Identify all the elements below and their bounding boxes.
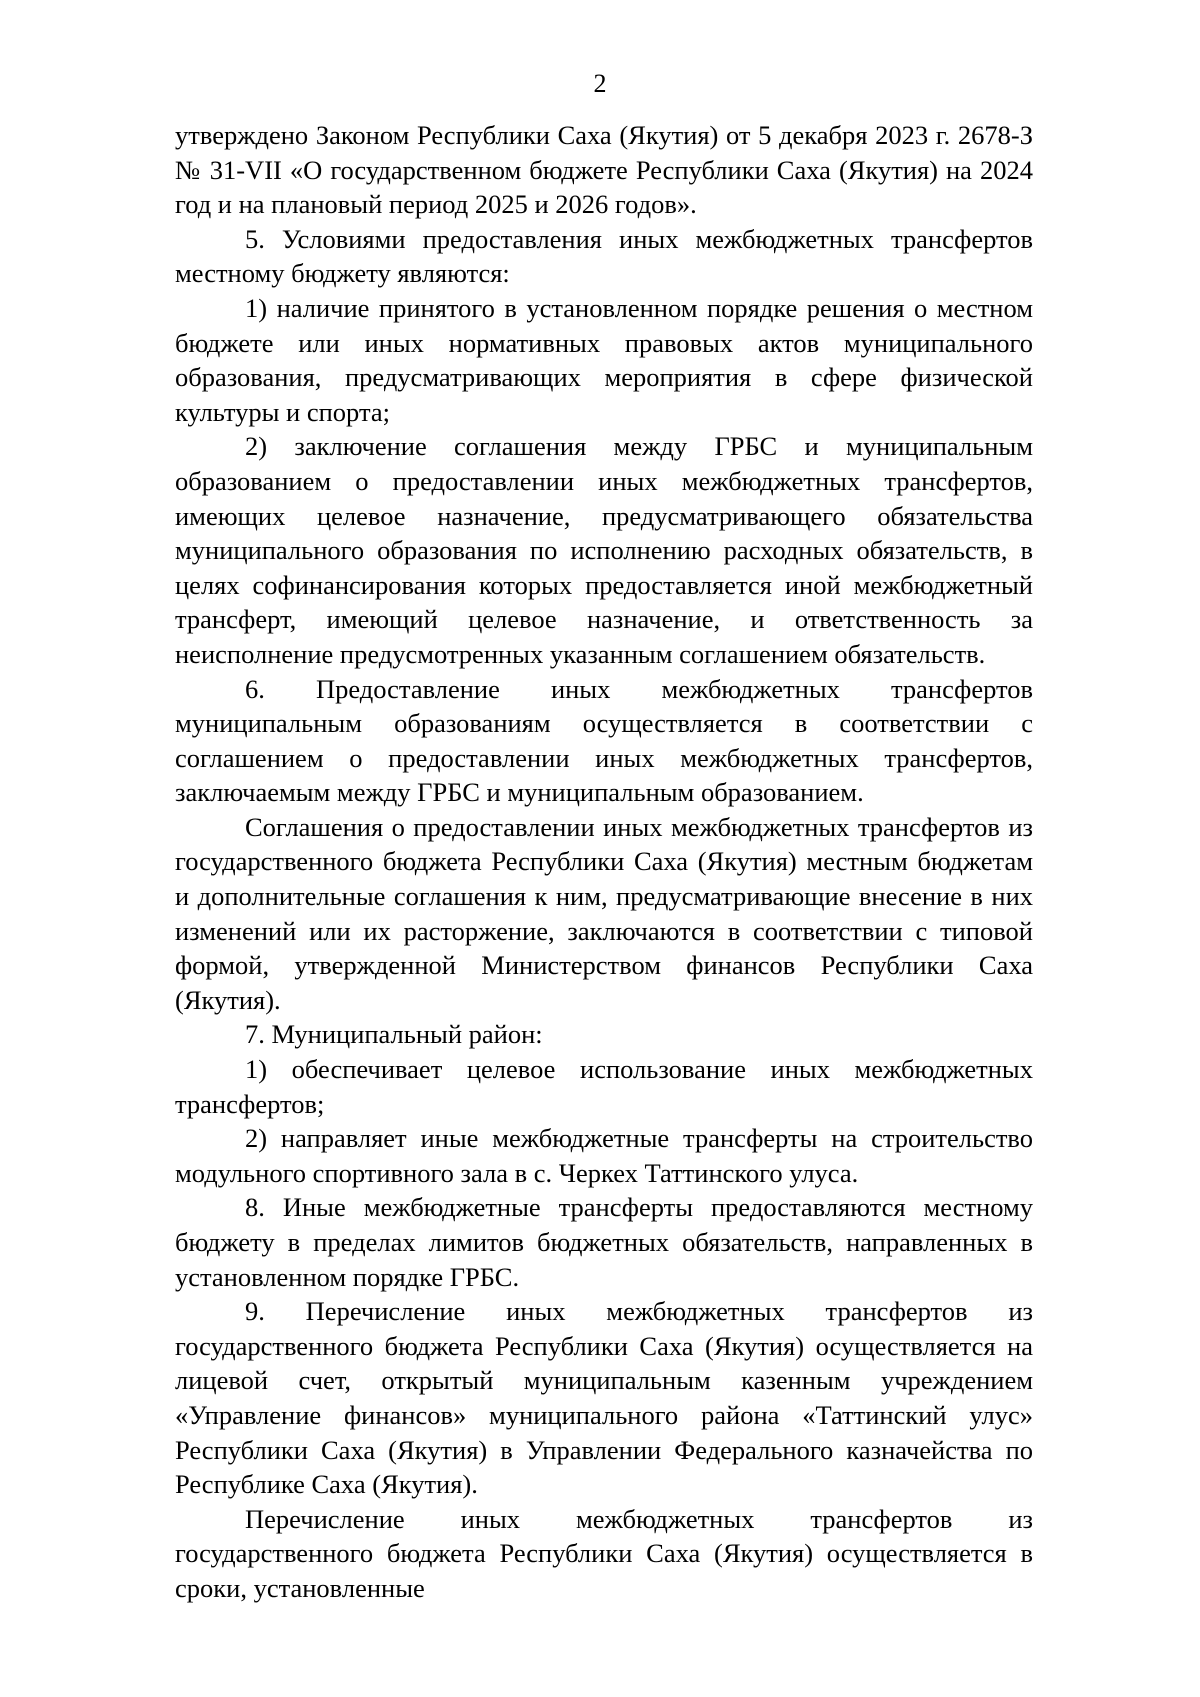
paragraph-item-5-2: 2) заключение соглашения между ГРБС и муниципальным образованием о предоставлении иных межбюджетных трансфертов, имеющих целевое назначение, предусматривающего обязательства муниципального образования по исполнению расходных обязательств, в целях софинансирования которых предоставляется иной межбюджетный трансферт, имеющий целевое назначение, и ответственность за неисполнение предусмотренных указанным соглашением обязательств.: [175, 431, 1033, 669]
paragraph-item-9-transfer: Перечисление иных межбюджетных трансфертов из государственного бюджета Республики Саха (Якутия) осуществляется в сроки, установленные: [175, 1503, 1033, 1603]
paragraph-item-7-2: 2) направляет иные межбюджетные трансферты на строительство модульного спортивного зала в с. Черкех Таттинского улуса.: [175, 1123, 1033, 1188]
paragraph-item-7-1: 1) обеспечивает целевое использование иных межбюджетных трансфертов;: [175, 1054, 1033, 1119]
paragraph-item-5-1: 1) наличие принятого в установленном порядке решения о местном бюджете или иных нормативных правовых актов муниципального образования, предусматривающих мероприятия в сфере физической культуры и спорта;: [175, 292, 1033, 427]
paragraph-item-6: 6. Предоставление иных межбюджетных трансфертов муниципальным образованиям осуществляется в соответствии с соглашением о предоставлении иных межбюджетных трансфертов, заключаемым между ГРБС и муниципальным образованием.: [175, 673, 1033, 808]
paragraph-item-9: 9. Перечисление иных межбюджетных трансфертов из государственного бюджета Республики Саха (Якутия) осуществляется на лицевой счет, открытый муниципальным казенным учреждением «Управление финансов» муниципального района «Таттинский улус» Республики Саха (Якутия) в Управлении Федерального казначейства по Республике Саха (Якутия).: [175, 1296, 1033, 1500]
paragraph-continuation: утверждено Законом Республики Саха (Якутия) от 5 декабря 2023 г. 2678-З № 31-VII «О государственном бюджете Республики Саха (Якутия) на 2024 год и на плановый период 2025 и 2026 годов».: [175, 120, 1033, 220]
page-number: 2: [593, 69, 607, 98]
paragraph-item-7: 7. Муниципальный район:: [245, 1019, 543, 1050]
document-body: [175, 118, 1033, 1606]
paragraph-item-8: 8. Иные межбюджетные трансферты предоставляются местному бюджету в пределах лимитов бюджетных обязательств, направленных в установленном порядке ГРБС.: [175, 1192, 1033, 1292]
paragraph-item-5: 5. Условиями предоставления иных межбюджетных трансфертов местному бюджету являются:: [175, 223, 1033, 289]
paragraph-item-6-agreements: Соглашения о предоставлении иных межбюджетных трансфертов из государственного бюджета Республики Саха (Якутия) местным бюджетам и дополнительные соглашения к ним, предусматривающие внесение в них изменений или их расторжение, заключаются в соответствии с типовой формой, утвержденной Министерством финансов Республики Саха (Якутия).: [175, 811, 1033, 1015]
